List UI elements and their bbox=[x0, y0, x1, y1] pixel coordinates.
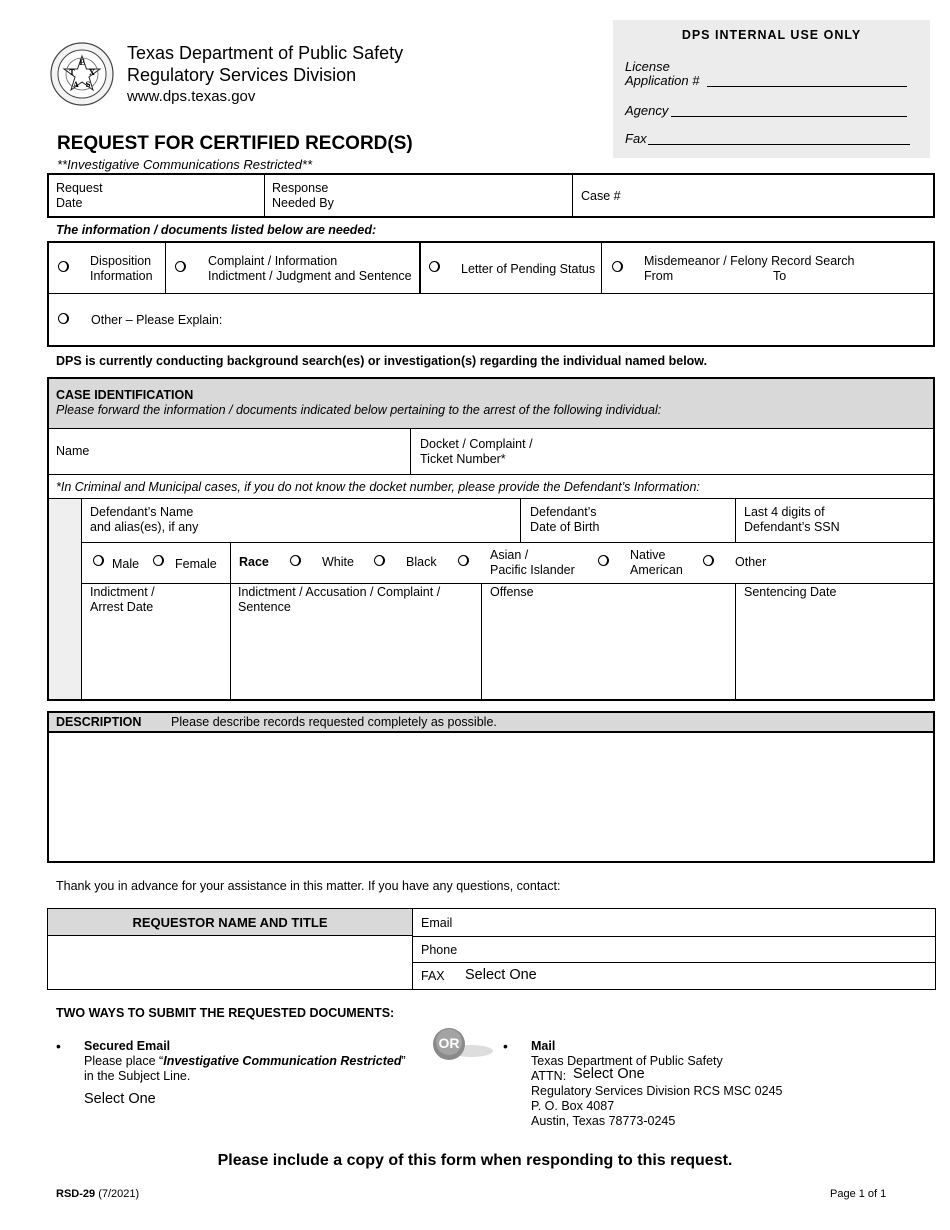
search-to-label[interactable]: To bbox=[773, 269, 787, 283]
white-label: White bbox=[322, 555, 354, 569]
black-label: Black bbox=[406, 555, 437, 569]
sentencing-date-label[interactable]: Sentencing Date bbox=[744, 585, 837, 599]
page-number: Page 1 of 1 bbox=[830, 1188, 887, 1200]
form-title: REQUEST FOR CERTIFIED RECORD(S) bbox=[57, 133, 413, 154]
mail-address-line4: Austin, Texas 78773-0245 bbox=[531, 1114, 676, 1128]
svg-text:T: T bbox=[69, 68, 75, 77]
requestor-title: REQUESTOR NAME AND TITLE bbox=[132, 915, 328, 930]
secured-email-instruction: Please place “Investigative Communication Restricted” bbox=[84, 1054, 406, 1068]
form-id: RSD-29 (7/2021) bbox=[56, 1188, 140, 1200]
case-id-title: CASE IDENTIFICATION bbox=[56, 388, 194, 402]
mail-address-line1: Texas Department of Public Safety bbox=[531, 1054, 723, 1068]
include-copy-notice: Please include a copy of this form when responding to this request. bbox=[217, 1152, 733, 1169]
internal-use-box bbox=[613, 20, 930, 158]
description-title: DESCRIPTION bbox=[56, 715, 142, 729]
mail-bullet: • bbox=[503, 1038, 508, 1054]
fax-label: Fax bbox=[625, 131, 647, 146]
native-american-radio[interactable] bbox=[598, 555, 609, 566]
agency-header bbox=[127, 42, 403, 108]
mail-title: Mail bbox=[531, 1039, 556, 1053]
mail-attn-label: ATTN: bbox=[531, 1069, 567, 1083]
description-instruction: Please describe records requested completely as possible. bbox=[171, 715, 497, 729]
or-badge bbox=[427, 1027, 493, 1063]
needed-heading: The information / documents listed below are needed: bbox=[56, 223, 377, 237]
description-textarea[interactable] bbox=[47, 732, 935, 863]
native-american-label: Native American bbox=[630, 548, 683, 577]
svg-text:X: X bbox=[89, 68, 95, 77]
asian-pacific-radio[interactable] bbox=[458, 555, 469, 566]
internal-use-title: DPS INTERNAL USE ONLY bbox=[681, 28, 862, 42]
license-label: License Application # bbox=[625, 59, 700, 88]
accusation-label[interactable]: Indictment / Accusation / Complaint / Sentence bbox=[238, 585, 441, 614]
agency-field[interactable] bbox=[671, 116, 907, 117]
mail-attn-select[interactable]: Select One bbox=[573, 1066, 645, 1082]
docket-label[interactable]: Docket / Complaint / Ticket Number* bbox=[420, 437, 533, 466]
fax-label: FAX bbox=[421, 969, 445, 983]
other-race-label: Other bbox=[735, 555, 767, 569]
female-label: Female bbox=[175, 557, 217, 571]
email-label[interactable]: Email bbox=[421, 916, 453, 930]
case-id-side-strip bbox=[49, 499, 81, 699]
email-bullet: • bbox=[56, 1038, 61, 1054]
defendant-name-label[interactable]: Defendant’s Name and alias(es), if any bbox=[90, 505, 199, 534]
license-field[interactable] bbox=[707, 86, 907, 87]
division-name: Regulatory Services Division bbox=[127, 65, 357, 85]
case-id-instruction: Please forward the information / documents indicated below pertaining to the arrest of the following individual: bbox=[56, 403, 662, 417]
secured-email-title: Secured Email bbox=[84, 1039, 171, 1053]
male-label: Male bbox=[112, 557, 140, 571]
investigation-notice: DPS is currently conducting background search(es) or investigation(s) regarding the individual named below. bbox=[56, 354, 708, 368]
other-race-radio[interactable] bbox=[703, 555, 714, 566]
requestor-name-field[interactable] bbox=[48, 937, 412, 989]
disposition-radio[interactable] bbox=[58, 261, 69, 272]
letter-pending-radio[interactable] bbox=[429, 261, 440, 272]
fax-select[interactable]: Select One bbox=[465, 967, 537, 983]
misdemeanor-felony-label: Misdemeanor / Felony Record Search bbox=[644, 254, 855, 268]
indictment-date-label[interactable]: Indictment / Arrest Date bbox=[90, 585, 155, 614]
form-subtitle: **Investigative Communications Restricted** bbox=[57, 157, 313, 172]
email-select[interactable]: Select One bbox=[84, 1091, 156, 1107]
search-from-label[interactable]: From bbox=[644, 269, 674, 283]
male-radio[interactable] bbox=[93, 555, 104, 566]
defendant-dob-label[interactable]: Defendant’s Date of Birth bbox=[530, 505, 600, 534]
request-date-label[interactable]: Request Date bbox=[56, 181, 103, 210]
other-explain-label[interactable]: Other – Please Explain: bbox=[91, 313, 223, 327]
docket-note: *In Criminal and Municipal cases, if you do not know the docket number, please provide the Defendant’s Information: bbox=[56, 480, 700, 494]
female-radio[interactable] bbox=[153, 555, 164, 566]
white-radio[interactable] bbox=[290, 555, 301, 566]
letter-pending-label: Letter of Pending Status bbox=[461, 262, 596, 276]
agency-website: www.dps.texas.gov bbox=[127, 88, 256, 105]
svg-text:A: A bbox=[73, 80, 79, 89]
defendant-ssn-label[interactable]: Last 4 digits of Defendant’s SSN bbox=[744, 505, 840, 534]
asian-pacific-label: Asian / Pacific Islander bbox=[490, 548, 575, 577]
svg-text:E: E bbox=[79, 58, 85, 67]
dps-seal-logo bbox=[50, 42, 114, 106]
svg-text:S: S bbox=[85, 80, 91, 89]
agency-name: Texas Department of Public Safety bbox=[127, 43, 404, 63]
secured-email-subject-line: in the Subject Line. bbox=[84, 1069, 191, 1083]
complaint-label: Complaint / Information Indictment / Judgment and Sentence bbox=[208, 254, 412, 283]
race-label: Race bbox=[239, 555, 269, 569]
name-label[interactable]: Name bbox=[56, 444, 90, 458]
phone-label[interactable]: Phone bbox=[421, 943, 458, 957]
disposition-label: Disposition Information bbox=[90, 254, 153, 283]
misdemeanor-felony-radio[interactable] bbox=[612, 261, 623, 272]
svg-text:OR: OR bbox=[438, 1035, 460, 1051]
offense-label[interactable]: Offense bbox=[490, 585, 534, 599]
dates-row bbox=[47, 173, 935, 218]
complaint-radio[interactable] bbox=[175, 261, 186, 272]
mail-address-line3: P. O. Box 4087 bbox=[531, 1099, 615, 1113]
agency-label: Agency bbox=[625, 103, 669, 118]
thanks-text: Thank you in advance for your assistance in this matter. If you have any questions, contact: bbox=[56, 879, 561, 893]
response-needed-label[interactable]: Response Needed By bbox=[272, 181, 334, 210]
case-number-label[interactable]: Case # bbox=[581, 189, 621, 203]
mail-address-line2: Regulatory Services Division RCS MSC 0245 bbox=[531, 1084, 783, 1098]
black-radio[interactable] bbox=[374, 555, 385, 566]
internal-fax-field[interactable] bbox=[648, 144, 910, 145]
submit-heading: TWO WAYS TO SUBMIT THE REQUESTED DOCUMENTS: bbox=[56, 1006, 395, 1020]
other-radio[interactable] bbox=[58, 313, 69, 324]
